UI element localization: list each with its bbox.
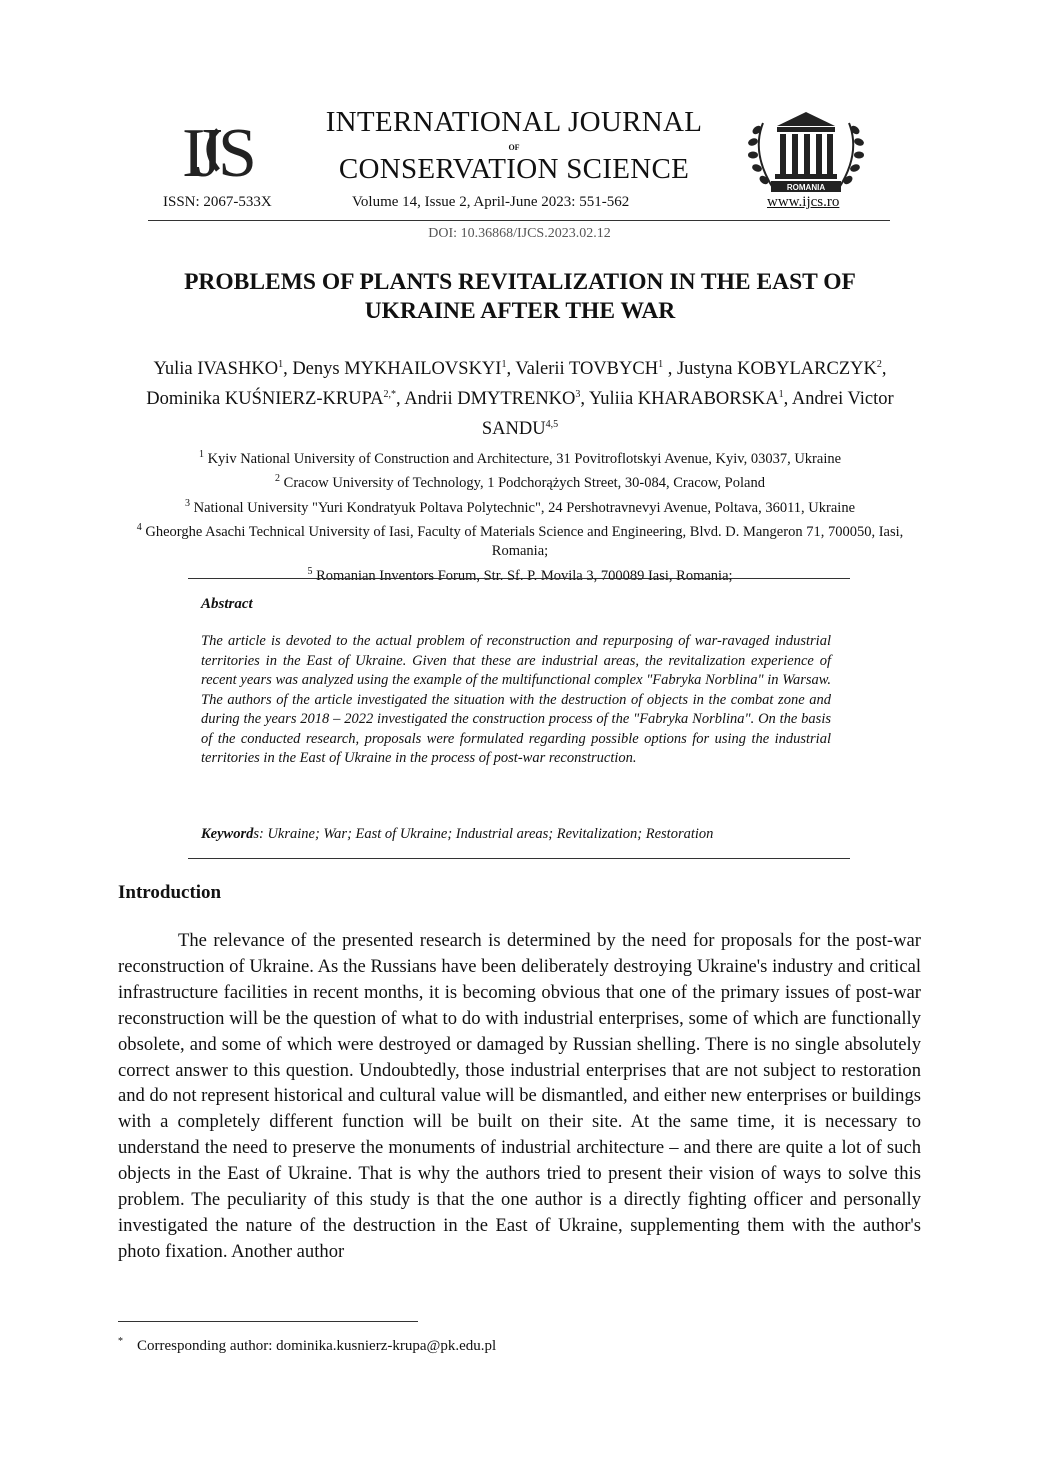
author: Yulia IVASHKO$^1$, [153, 359, 293, 380]
footnote-mark: * [118, 1336, 123, 1347]
svg-text:IJ: IJ [182, 115, 213, 190]
footnote [118, 1338, 496, 1355]
affiliation: $^4$ Gheorghe Asachi Technical University of Iasi, Faculty of Materials Science and Engineering, Blvd. D. Mangeron 71, 700050, Iasi, Romania; [136, 521, 904, 560]
author: Justyna KOBYLARCZYK$^2$, [676, 359, 887, 380]
header-divider [148, 220, 890, 221]
keywords-text: s: Ukraine; War; East of Ukraine; Industrial areas; Revitalization; Restoration [253, 826, 714, 842]
abstract-text: The article is devoted to the actual problem of reconstruction and repurposing of war-ravaged industrial territories in the East of Ukraine. Given that these are industrial areas, the revitalization experience of recent years was analyzed using the example of the multifunctional complex "Fabryka Norblina" in Warsaw. The authors of the article investigated the situation with the destruction of objects in the combat zone and during the years 2018 – 2022 investigated the construction process of the "Fabryka Norblina". On the basis of the conducted research, proposals were formulated regarding possible options for using the industrial territories in the East of Ukraine in the process of post-war reconstruction. [201, 633, 831, 766]
abstract-bottom-rule [188, 858, 850, 859]
abstract-heading: Abstract [201, 596, 253, 612]
journal-title-line2: CONSERVATION SCIENCE [338, 153, 690, 185]
introduction-heading: Introduction [118, 882, 222, 903]
romania-forum-logo [745, 108, 867, 198]
ijcs-logo [180, 108, 272, 190]
introduction-paragraph: The relevance of the presented research is determined by the need for proposals for the post-war reconstruction of Ukraine. As the Russians have been deliberately destroying Ukraine's industry and critical infrastructure facilities in recent months, it is becoming obvious that one of the primary issues of post-war reconstruction will be the question of what to do with industrial enterprises, some of which are functionally obsolete, and some of which were destroyed or damaged by Russian shelling. There is no single absolutely correct answer to this question. Undoubtedly, those industrial enterprises that are not subject to restoration and do not represent historical and cultural value will be dismantled, and either new enterprises or buildings with a completely different function will be built on their site. At the same time, it is necessary to understand the need to preserve the monuments of industrial architecture – and there are quite a lot of such objects in the East of Ukraine. That is why the authors tried to present their vision of ways to solve this problem. The peculiarity of this study is that the one author is a directly fighting officer and personally investigated the nature of the destruction in the East of Ukraine, supplementing them with the author's photo fixation. Another author [118, 930, 921, 1262]
affiliation: $^3$ National University "Yuri Kondratyuk Poltava Polytechnic", 24 Pershotravnevyi Avenue, Poltava, 36011, Ukraine [184, 497, 856, 516]
footnote-rule [118, 1321, 418, 1322]
keywords-label: Keyword [201, 826, 254, 842]
affiliation: $^5$ Romanian Inventors Forum, Str. Sf. P. Movila 3, 700089 Iasi, Romania; [307, 565, 733, 584]
keywords [201, 826, 713, 843]
affiliation: $^2$ Cracow University of Technology, 1 Podchorążych Street, 30-084, Cracow, Poland [275, 473, 765, 492]
journal-title-line1: INTERNATIONAL JOURNAL [325, 106, 703, 138]
issn: ISSN: 2067-533X [163, 194, 272, 210]
doi: DOI: 10.36868/IJCS.2023.02.12 [428, 226, 611, 241]
affiliation-list [120, 445, 920, 586]
volume-info: Volume 14, Issue 2, April-June 2023: 551-562 [352, 194, 630, 210]
abstract-top-rule [188, 578, 850, 579]
footnote-text: Corresponding author: dominika.kusnierz-krupa@pk.edu.pl [137, 1338, 497, 1354]
article-title [120, 268, 920, 326]
affiliation: $^1$ Kyiv National University of Construction and Architecture, 31 Povitroflotskyi Avenue, Kyiv, 03037, Ukraine [198, 449, 842, 467]
author: Valerii TOVBYCH$^1$ , [515, 359, 677, 380]
author: Andrei Victor SANDU$^{4,5}$ [481, 389, 894, 440]
article-title-line1: PROBLEMS OF PLANTS REVITALIZATION IN THE EAST OF [184, 269, 856, 295]
svg-text:S: S [218, 115, 257, 190]
journal-website-link[interactable]: www.ijcs.ro [767, 194, 840, 210]
author: Denys MYKHAILOVSKYI$^1$, [292, 359, 516, 380]
author: Dominika KUŚNIERZ-$KRUPA^{2,*}$, [146, 389, 405, 410]
article-title-line2: UKRAINE AFTER THE WAR [364, 298, 676, 324]
author-list [130, 352, 910, 442]
author: Andrii DMYTRENKO$^3$, [404, 389, 589, 410]
logo-right-text: ROMANIA [786, 183, 826, 192]
journal-title-of: OF [508, 143, 520, 152]
author: Yuliia KHARABORSKA$^1$, [588, 389, 792, 410]
